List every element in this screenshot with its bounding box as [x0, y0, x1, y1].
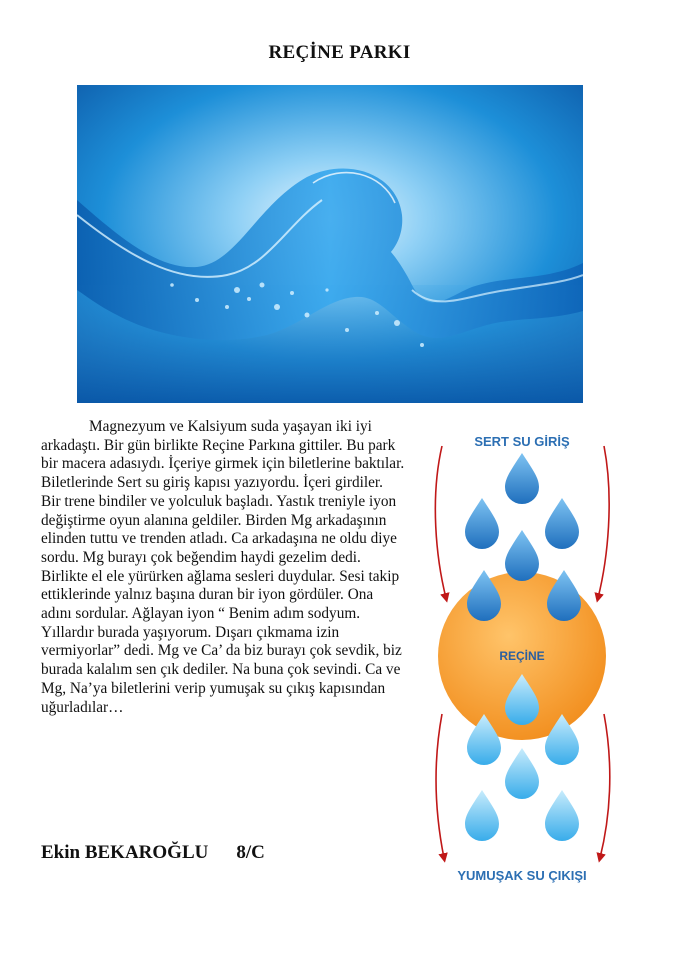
outlet-arrow-left — [436, 714, 444, 858]
inlet-arrow-left — [435, 446, 446, 598]
resin-label: REÇİNE — [499, 649, 545, 663]
soft-water-outlet-label: YUMUŞAK SU ÇIKIŞI — [457, 868, 587, 883]
story-body: Magnezyum ve Kalsiyum suda yaşayan iki iyi arkadaştı. Bir gün birlikte Reçine Parkına gittiler. Bu park bir macera adasıydı. İçeriye girmek için biletlerine baktılar. Biletlerinde Sert su giriş kapısı yazıyordu. İçeri girdiler. Bir trene bindiler ve yolculuk başladı. Yastık treniyle iyon değiştirme oyun alanına geldiler. Birden Mg arkadaşının elinden tuttu ve trenden atladı. Ca arkadaşına ne oldu diye sordu. Mg burayı çok beğendim haydi gezelim dedi. Birlikte el ele yürürken ağlama sesleri duydular. Sesi takip ettiklerinde yalnız başına duran bir iyon gördüler. Ona adını sordular. Ağlayan iyon “ Benim adım sodyum. Yıllardır burada yaşıyorum. Dışarı çıkmama izin vermiyorlar” dedi. Mg ve Ca’ da biz burayı çok sevdik, biz burada kalalım sen çık dediler. Na buna çok sevindi. Ca ve Mg, Na’ya biletlerini verip yumuşak su çıkış kapısından uğurladılar… — [41, 418, 405, 716]
author-line — [41, 842, 265, 864]
ion-exchange-diagram — [420, 418, 624, 898]
hard-water-drop-3 — [545, 498, 579, 549]
author-name: Ekin BEKAROĞLU — [41, 842, 209, 863]
hard-water-drop-1 — [505, 453, 539, 504]
page-title: REÇİNE PARKI — [268, 42, 411, 63]
story-text — [41, 418, 406, 717]
hard-water-inlet-label: SERT SU GİRİŞ — [474, 434, 570, 449]
author-class: 8/C — [236, 842, 265, 863]
outlet-arrow-right — [600, 714, 610, 858]
soft-water-drop-4 — [505, 748, 539, 799]
soft-water-drop-5 — [465, 790, 499, 841]
soft-water-drop-6 — [545, 790, 579, 841]
water-wave-image — [77, 85, 583, 403]
hard-water-drop-2 — [465, 498, 499, 549]
hard-water-drop-4 — [505, 530, 539, 581]
inlet-arrow-right — [598, 446, 609, 598]
